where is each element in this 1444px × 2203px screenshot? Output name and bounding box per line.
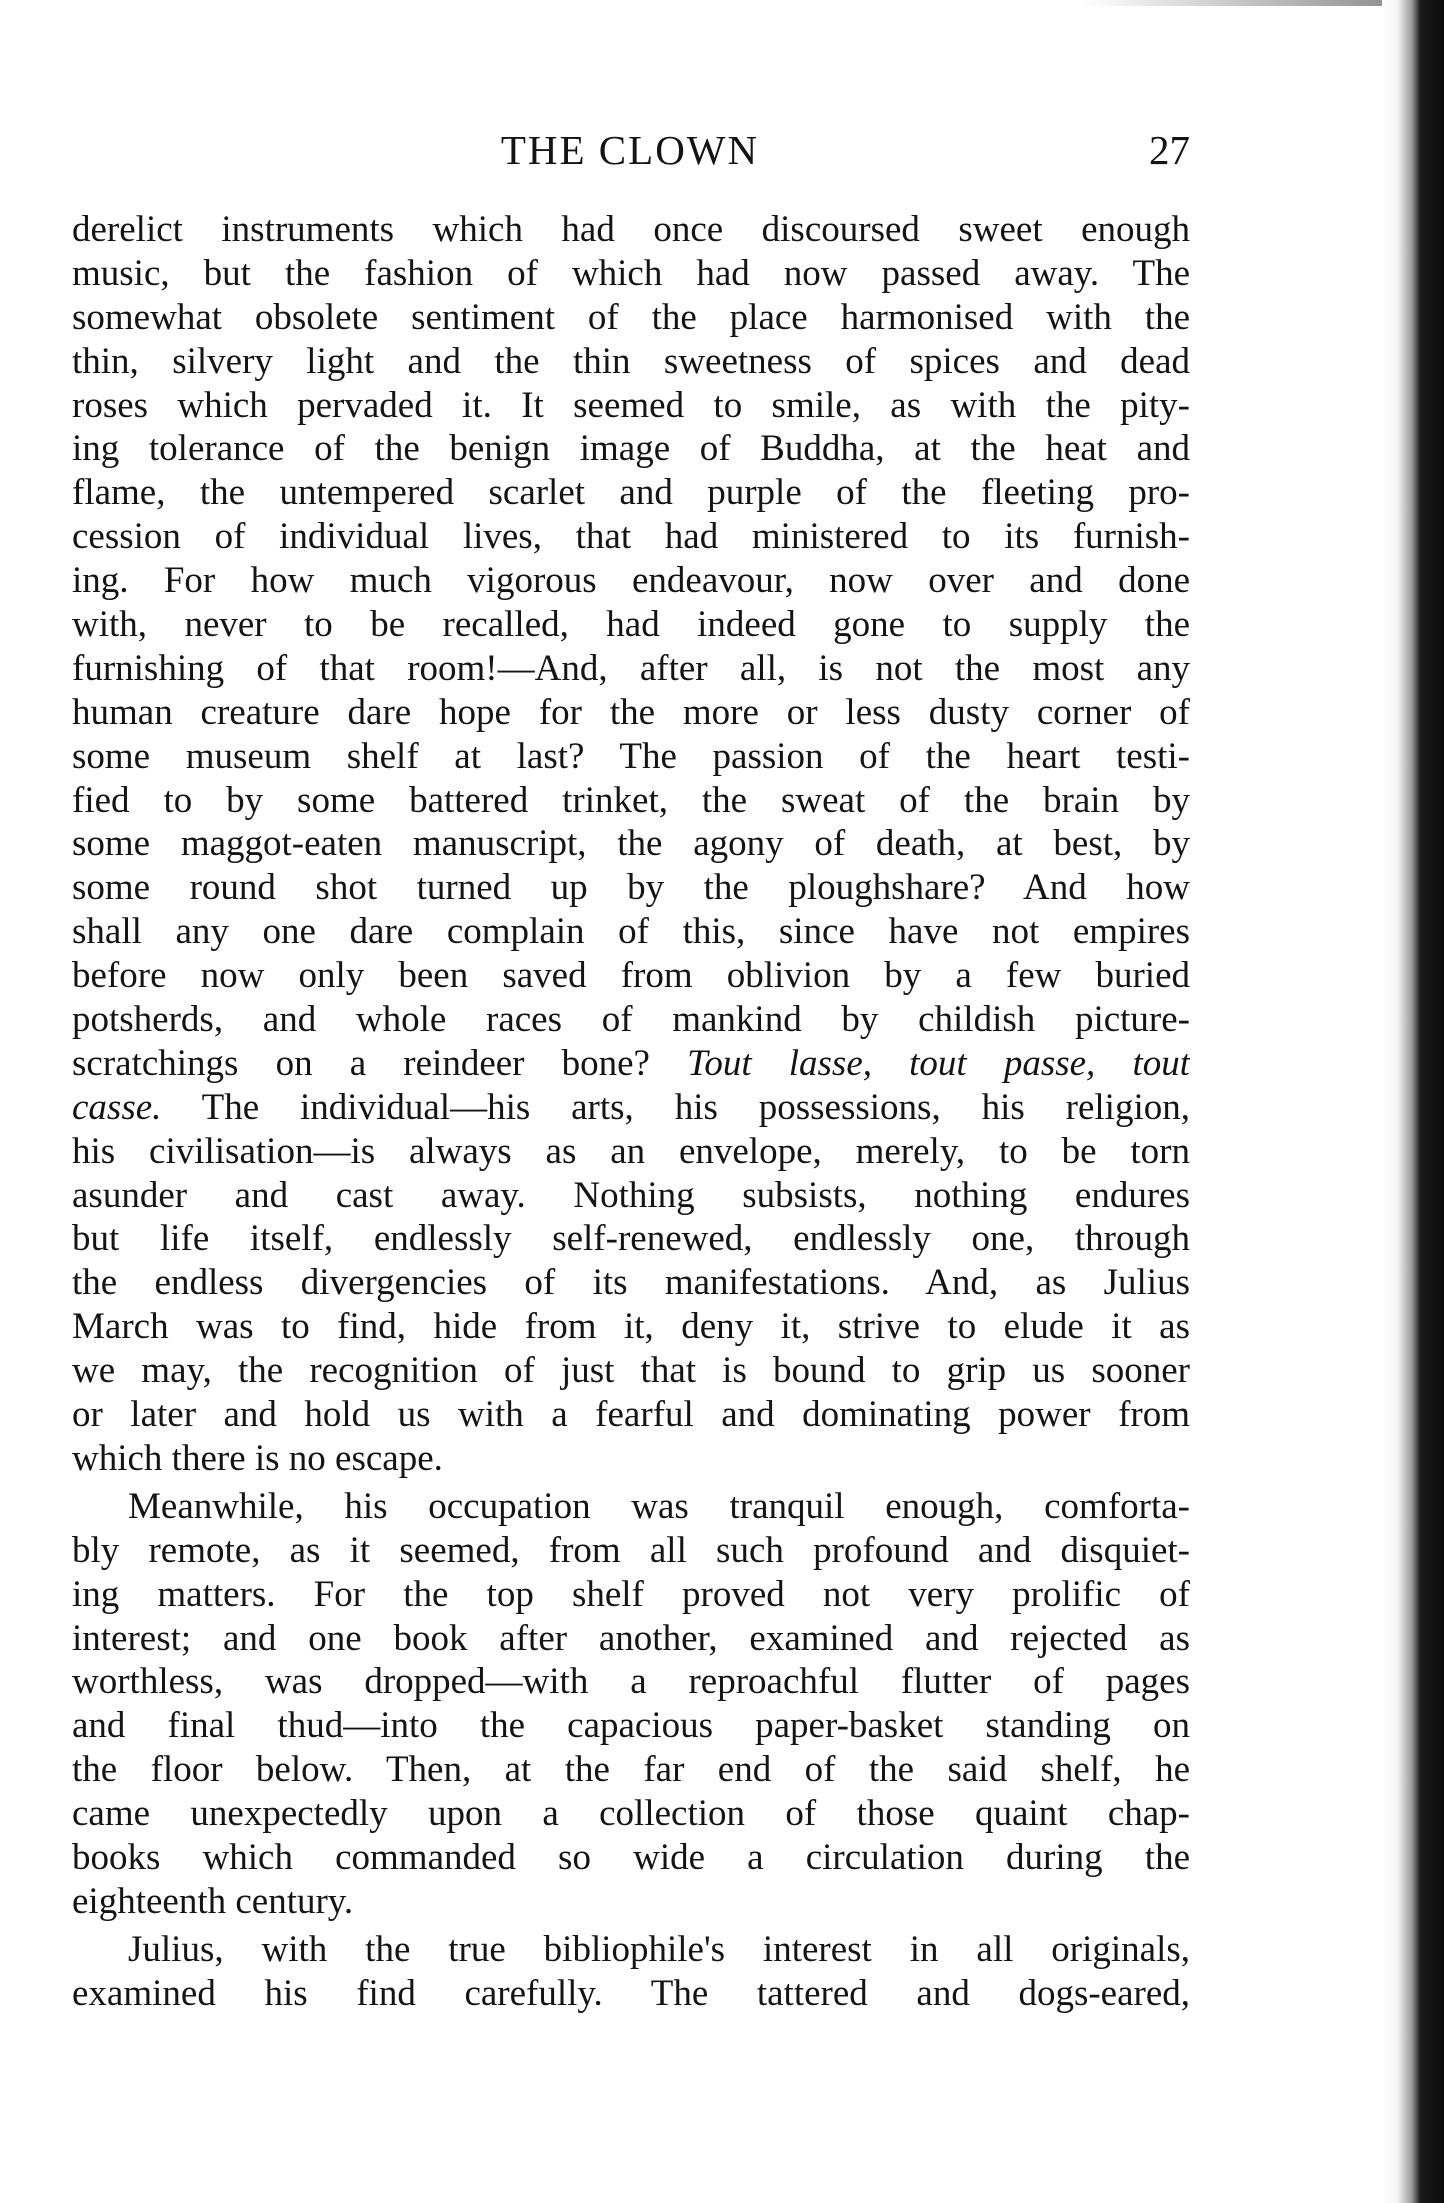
text-line: asunder and cast away. Nothing subsists, nothing endures (72, 1174, 1190, 1216)
text-line: some round shot turned up by the ploughshare? And how (72, 867, 1190, 909)
text-line: fied to by some battered trinket, the sweat of the brain by (72, 779, 1190, 821)
text-line: before now only been saved from oblivion by a few buried (72, 955, 1190, 997)
text-line: the endless divergencies of its manifestations. And, as Julius (72, 1262, 1190, 1304)
text-line: ing. For how much vigorous endeavour, now over and done (72, 560, 1190, 602)
text-line: March was to find, hide from it, deny it, strive to elude it as (72, 1306, 1190, 1348)
scan-shadow-edge (1382, 0, 1444, 2203)
text-line: ing matters. For the top shelf proved not very prolific of (72, 1573, 1190, 1615)
text-line: worthless, was dropped—with a reproachful flutter of pages (72, 1661, 1190, 1703)
text-line: interest; and one book after another, examined and rejected as (72, 1617, 1190, 1659)
text-line: and final thud—into the capacious paper-basket standing on (72, 1705, 1190, 1747)
page-number: 27 (1149, 127, 1190, 173)
text-line: his civilisation—is always as an envelope, merely, to be torn (72, 1130, 1190, 1172)
italic-quote: casse. (72, 1086, 162, 1128)
italic-quote: Tout lasse, tout passe, tout (687, 1042, 1190, 1084)
text-line: Julius, with the true bibliophile's interest in all originals, (128, 1928, 1190, 1970)
text-line: roses which pervaded it. It seemed to smile, as with the pity- (72, 384, 1190, 426)
text-line: but life itself, endlessly self-renewed, endlessly one, through (72, 1218, 1190, 1260)
text-line: ing tolerance of the benign image of Buddha, at the heat and (72, 428, 1190, 470)
text-line: derelict instruments which had once discoursed sweet enough (72, 209, 1190, 250)
text-line: furnishing of that room!—And, after all, is not the most any (72, 647, 1190, 689)
text-line: examined his find carefully. The tattered and dogs-eared, (72, 1972, 1190, 2014)
text-line: music, but the fashion of which had now passed away. The (72, 252, 1190, 294)
text-line: Meanwhile, his occupation was tranquil enough, comforta- (128, 1485, 1190, 1527)
text-line: shall any one dare complain of this, since have not empires (72, 911, 1190, 953)
text-line: cession of individual lives, that had ministered to its furnish- (72, 516, 1190, 558)
text-line: potsherds, and whole races of mankind by childish picture- (72, 999, 1190, 1041)
scan-top-smudge (1082, 0, 1382, 6)
roman-text: The individual—his arts, his possessions, his religion, (201, 1086, 1190, 1128)
text-line-with-italic (72, 1042, 1190, 1086)
text-line: somewhat obsolete sentiment of the place harmonised with the (72, 296, 1190, 338)
running-title: THE CLOWN (500, 127, 760, 173)
text-line: came unexpectedly upon a collection of those quaint chap- (72, 1793, 1190, 1835)
body-text (72, 208, 1190, 2016)
text-line: which there is no escape. (72, 1437, 443, 1479)
running-head (70, 124, 1190, 184)
roman-text: scratchings on a reindeer bone? (72, 1042, 650, 1084)
text-line: human creature dare hope for the more or less dusty corner of (72, 691, 1190, 733)
text-line-with-italic (72, 1086, 1190, 1130)
text-line: the floor below. Then, at the far end of the said shelf, he (72, 1749, 1190, 1791)
text-line: some museum shelf at last? The passion of the heart testi- (72, 735, 1190, 777)
text-line: we may, the recognition of just that is bound to grip us sooner (72, 1350, 1190, 1392)
text-line: flame, the untempered scarlet and purple of the fleeting pro- (72, 472, 1190, 514)
text-line: some maggot-eaten manuscript, the agony of death, at best, by (72, 823, 1190, 865)
text-line: eighteenth century. (72, 1880, 354, 1922)
text-line: thin, silvery light and the thin sweetness of spices and dead (72, 340, 1190, 382)
text-line: with, never to be recalled, had indeed gone to supply the (72, 604, 1190, 646)
text-line: books which commanded so wide a circulation during the (72, 1836, 1190, 1878)
text-line: or later and hold us with a fearful and dominating power from (72, 1394, 1190, 1436)
text-line: bly remote, as it seemed, from all such profound and disquiet- (72, 1529, 1190, 1571)
